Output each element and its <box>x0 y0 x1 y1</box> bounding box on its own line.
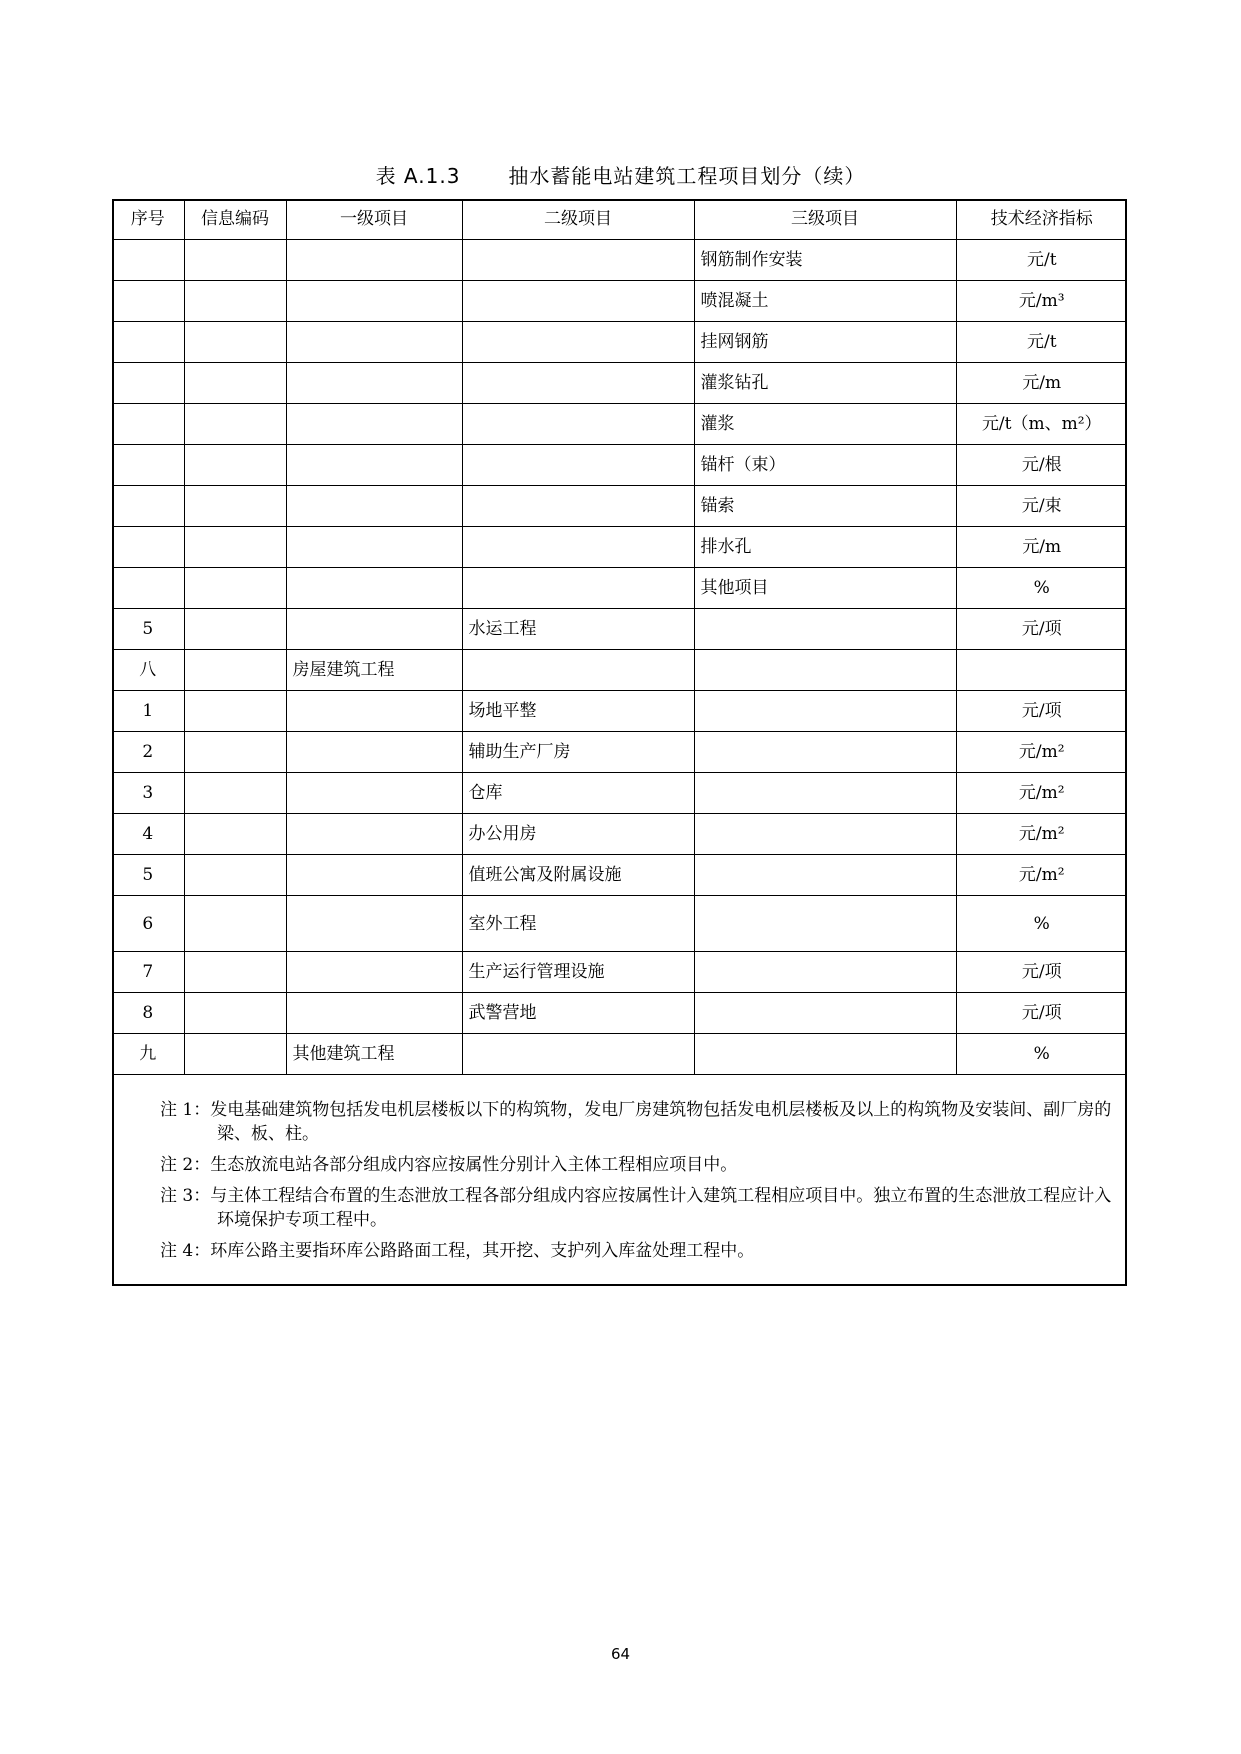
level3-cell: 挂网钢筋 <box>694 322 956 363</box>
note-3: 注 3：与主体工程结合布置的生态泄放工程各部分组成内容应按属性计入建筑工程相应项目中。独立布置的生态泄放工程应计入环境保护专项工程中。 <box>160 1186 1112 1230</box>
table-title <box>0 160 1241 189</box>
level3-cell: 其他项目 <box>694 568 956 609</box>
level3-cell: 钢筋制作安装 <box>694 240 956 281</box>
indicator-cell: % <box>956 1034 1127 1075</box>
indicator-cell: 元/束 <box>956 486 1127 527</box>
indicator-cell: 元/m³ <box>956 281 1127 322</box>
column-header: 信息编码 <box>184 199 286 240</box>
column-header: 序号 <box>112 199 184 240</box>
seq-cell: 4 <box>112 814 184 855</box>
column-header: 二级项目 <box>462 199 694 240</box>
level2-cell: 辅助生产厂房 <box>462 732 694 773</box>
seq-cell: 5 <box>112 855 184 896</box>
indicator-cell: 元/m² <box>956 773 1127 814</box>
seq-cell: 2 <box>112 732 184 773</box>
indicator-cell: 元/项 <box>956 609 1127 650</box>
indicator-cell: 元/根 <box>956 445 1127 486</box>
level2-cell: 武警营地 <box>462 993 694 1034</box>
indicator-cell: 元/m² <box>956 855 1127 896</box>
level2-cell: 生产运行管理设施 <box>462 952 694 993</box>
level1-cell: 其他建筑工程 <box>286 1034 462 1075</box>
level2-cell: 办公用房 <box>462 814 694 855</box>
column-header: 技术经济指标 <box>956 199 1127 240</box>
indicator-cell: 元/m² <box>956 732 1127 773</box>
seq-cell: 九 <box>112 1034 184 1075</box>
indicator-cell: 元/项 <box>956 993 1127 1034</box>
level2-cell: 仓库 <box>462 773 694 814</box>
indicator-cell: 元/项 <box>956 691 1127 732</box>
indicator-cell: 元/m <box>956 363 1127 404</box>
note-2: 注 2：生态放流电站各部分组成内容应按属性分别计入主体工程相应项目中。 <box>160 1155 738 1175</box>
level2-cell: 水运工程 <box>462 609 694 650</box>
note-4: 注 4：环库公路主要指环库公路路面工程，其开挖、支护列入库盆处理工程中。 <box>160 1241 755 1261</box>
seq-cell: 5 <box>112 609 184 650</box>
indicator-cell: 元/t（m、m²） <box>956 404 1127 445</box>
table-notes <box>160 1098 1120 1270</box>
indicator-cell: % <box>956 896 1127 952</box>
indicator-cell: % <box>956 568 1127 609</box>
indicator-cell: 元/t <box>956 240 1127 281</box>
level3-cell: 排水孔 <box>694 527 956 568</box>
seq-cell: 7 <box>112 952 184 993</box>
level3-cell: 喷混凝土 <box>694 281 956 322</box>
level3-cell: 灌浆钻孔 <box>694 363 956 404</box>
level3-cell: 锚杆（束） <box>694 445 956 486</box>
indicator-cell: 元/项 <box>956 952 1127 993</box>
level3-cell: 灌浆 <box>694 404 956 445</box>
column-header: 一级项目 <box>286 199 462 240</box>
seq-cell: 八 <box>112 650 184 691</box>
level2-cell: 室外工程 <box>462 896 694 952</box>
level1-cell: 房屋建筑工程 <box>286 650 462 691</box>
indicator-cell: 元/m² <box>956 814 1127 855</box>
table-caption: 抽水蓄能电站建筑工程项目划分（续） <box>508 164 866 188</box>
level2-cell: 值班公寓及附属设施 <box>462 855 694 896</box>
seq-cell: 6 <box>112 896 184 952</box>
level2-cell: 场地平整 <box>462 691 694 732</box>
page-number: 64 <box>610 1645 631 1663</box>
column-header: 三级项目 <box>694 199 956 240</box>
indicator-cell: 元/m <box>956 527 1127 568</box>
indicator-cell: 元/t <box>956 322 1127 363</box>
seq-cell: 1 <box>112 691 184 732</box>
seq-cell: 8 <box>112 993 184 1034</box>
seq-cell: 3 <box>112 773 184 814</box>
note-1: 注 1：发电基础建筑物包括发电机层楼板以下的构筑物，发电厂房建筑物包括发电机层楼板及以上的构筑物及安装间、副厂房的梁、板、柱。 <box>160 1100 1112 1144</box>
level3-cell: 锚索 <box>694 486 956 527</box>
table-number: 表 A.1.3 <box>375 164 461 188</box>
